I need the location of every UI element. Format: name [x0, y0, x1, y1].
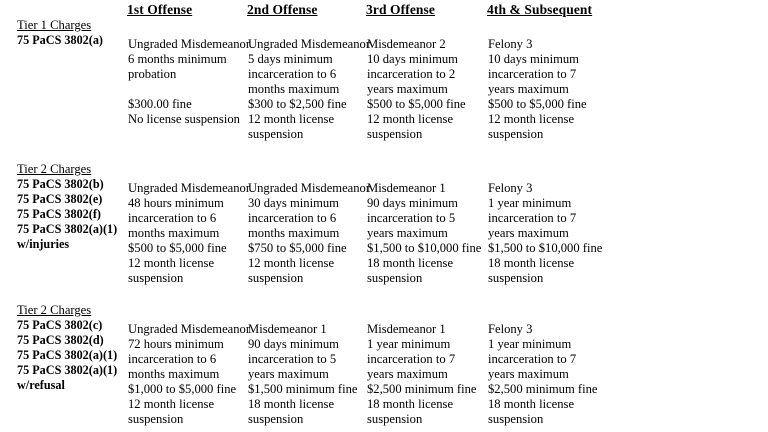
statute-line: 75 PaCS 3802(b) — [17, 177, 104, 191]
penalty-line: Misdemeanor 2 — [367, 37, 446, 51]
penalty-cell-3rd-offense — [367, 181, 481, 286]
penalty-line: $500 to $5,000 fine — [367, 97, 466, 111]
statute-line: 75 PaCS 3802(a) — [17, 33, 103, 47]
penalty-line: incarceration to 5 — [367, 211, 456, 225]
penalty-line: suspension — [248, 271, 304, 285]
penalty-line: 90 days minimum — [248, 337, 339, 351]
penalty-line: Felony 3 — [488, 322, 533, 336]
penalty-line: months maximum — [128, 226, 220, 240]
penalty-line: 10 days minimum — [367, 52, 458, 66]
statute-line: 75 PaCS 3802(a)(1) — [17, 222, 118, 236]
penalty-line: $1,500 to $10,000 fine — [488, 241, 603, 255]
charge-labels — [17, 162, 129, 252]
charge-labels — [17, 303, 129, 393]
penalty-cell-3rd-offense — [367, 322, 477, 427]
penalty-line: Ungraded Misdemeanor — [128, 322, 251, 336]
penalty-cell-4th-subsequent — [488, 322, 598, 427]
penalty-line: Misdemeanor 1 — [248, 322, 327, 336]
penalty-line: $500 to $5,000 fine — [488, 97, 587, 111]
penalty-line: Ungraded Misdemeanor — [128, 181, 251, 195]
penalty-line: 10 days minimum — [488, 52, 579, 66]
penalty-line: 30 days minimum — [248, 196, 339, 210]
tier-title: Tier 1 Charges — [17, 18, 92, 32]
penalty-line: incarceration to 5 — [248, 352, 337, 366]
penalty-line: $750 to $5,000 fine — [248, 241, 347, 255]
penalty-line: 72 hours minimum — [128, 337, 224, 351]
penalty-line: $2,500 minimum fine — [488, 382, 598, 396]
penalty-line: Felony 3 — [488, 181, 533, 195]
penalty-cell-2nd-offense — [248, 322, 358, 427]
penalty-line: 18 month license — [248, 397, 335, 411]
penalty-line: years maximum — [367, 367, 448, 381]
penalty-line: $1,500 minimum fine — [248, 382, 358, 396]
statute-line: 75 PaCS 3802(e) — [17, 192, 103, 206]
column-header-4th-subsequent: 4th & Subsequent — [487, 2, 593, 17]
penalty-line: incarceration to 6 — [128, 352, 217, 366]
charge-qualifier: w/refusal — [17, 378, 65, 392]
penalty-line: Ungraded Misdemeanor — [128, 37, 251, 51]
penalty-line: suspension — [488, 127, 544, 141]
penalty-line: $2,500 minimum fine — [367, 382, 477, 396]
penalty-line: months maximum — [248, 226, 340, 240]
statute-line: 75 PaCS 3802(f) — [17, 207, 101, 221]
statute-line: 75 PaCS 3802(d) — [17, 333, 104, 347]
charge-labels — [17, 18, 129, 48]
penalty-line: months maximum — [248, 82, 340, 96]
penalty-line: 12 month license — [367, 112, 454, 126]
penalty-line: Misdemeanor 1 — [367, 181, 446, 195]
penalty-line: $1,500 to $10,000 fine — [367, 241, 482, 255]
penalty-line: suspension — [367, 412, 423, 426]
charge-qualifier: w/injuries — [17, 237, 70, 251]
penalty-cell-2nd-offense — [248, 181, 370, 286]
penalty-line: years maximum — [248, 367, 329, 381]
statute-line: 75 PaCS 3802(a)(1) — [17, 348, 118, 362]
penalty-line: 1 year minimum — [488, 196, 572, 210]
penalty-cell-1st-offense — [128, 181, 250, 286]
penalty-line: suspension — [367, 271, 423, 285]
penalty-line: incarceration to 6 — [128, 211, 217, 225]
penalty-line: years maximum — [367, 226, 448, 240]
penalty-line: years maximum — [488, 82, 569, 96]
column-header-2nd-offense: 2nd Offense — [247, 2, 318, 17]
penalty-line: 6 months minimum — [128, 52, 227, 66]
penalty-line: years maximum — [367, 82, 448, 96]
penalty-cell-4th-subsequent — [488, 181, 602, 286]
penalty-line: incarceration to 7 — [488, 352, 577, 366]
penalty-line: 90 days minimum — [367, 196, 458, 210]
penalty-line: months maximum — [128, 367, 220, 381]
penalty-line: suspension — [128, 271, 184, 285]
penalty-line: $500 to $5,000 fine — [128, 241, 227, 255]
penalty-line: years maximum — [488, 367, 569, 381]
penalty-line: Ungraded Misdemeanor — [248, 181, 371, 195]
penalty-line: 1 year minimum — [488, 337, 572, 351]
penalty-line: 12 month license — [248, 256, 335, 270]
penalty-line: $300 to $2,500 fine — [248, 97, 347, 111]
penalty-line: suspension — [128, 412, 184, 426]
penalty-cell-1st-offense — [128, 37, 250, 127]
penalty-cell-3rd-offense — [367, 37, 466, 142]
penalty-line: Ungraded Misdemeanor — [248, 37, 371, 51]
tier-title: Tier 2 Charges — [17, 303, 92, 317]
penalty-line: suspension — [248, 412, 304, 426]
penalty-line: suspension — [488, 271, 544, 285]
penalty-line: 12 month license — [248, 112, 335, 126]
column-header-1st-offense: 1st Offense — [127, 2, 193, 17]
penalty-line: probation — [128, 67, 177, 81]
penalty-line: suspension — [488, 412, 544, 426]
penalty-line: 12 month license — [488, 112, 575, 126]
penalty-cell-1st-offense — [128, 322, 250, 427]
penalty-line: 18 month license — [488, 256, 575, 270]
penalty-line: incarceration to 6 — [248, 67, 337, 81]
column-header-3rd-offense: 3rd Offense — [366, 2, 435, 17]
penalty-line: years maximum — [488, 226, 569, 240]
penalty-line: $300.00 fine — [128, 97, 192, 111]
penalty-line: incarceration to 7 — [367, 352, 456, 366]
penalty-line: incarceration to 7 — [488, 67, 577, 81]
penalty-line: 18 month license — [367, 256, 454, 270]
penalty-cell-2nd-offense — [248, 37, 370, 142]
penalty-line: 12 month license — [128, 397, 215, 411]
penalty-line: incarceration to 7 — [488, 211, 577, 225]
penalty-line: Felony 3 — [488, 37, 533, 51]
penalty-line: Misdemeanor 1 — [367, 322, 446, 336]
penalty-line: 5 days minimum — [248, 52, 333, 66]
penalty-line: 48 hours minimum — [128, 196, 224, 210]
penalty-line: 12 month license — [128, 256, 215, 270]
penalty-line: No license suspension — [128, 112, 240, 126]
penalty-line: 18 month license — [367, 397, 454, 411]
penalty-line: incarceration to 2 — [367, 67, 456, 81]
penalty-line: 1 year minimum — [367, 337, 451, 351]
penalty-cell-4th-subsequent — [488, 37, 587, 142]
statute-line: 75 PaCS 3802(c) — [17, 318, 103, 332]
penalty-line: $1,000 to $5,000 fine — [128, 382, 237, 396]
statute-line: 75 PaCS 3802(a)(1) — [17, 363, 118, 377]
penalty-line: 18 month license — [488, 397, 575, 411]
tier-title: Tier 2 Charges — [17, 162, 92, 176]
penalty-line: suspension — [367, 127, 423, 141]
penalty-line: incarceration to 6 — [248, 211, 337, 225]
penalty-line: suspension — [248, 127, 304, 141]
